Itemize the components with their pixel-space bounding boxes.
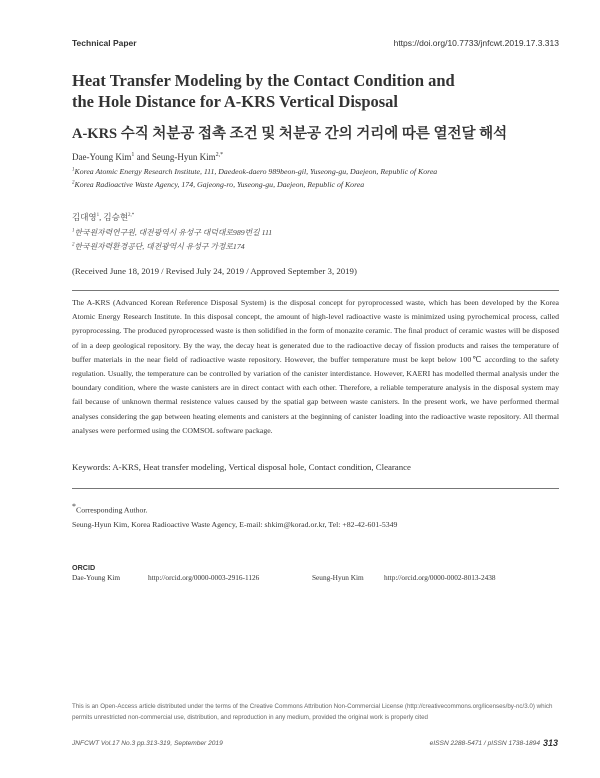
page-number: 313 bbox=[542, 738, 558, 748]
keywords: Keywords: A-KRS, Heat transfer modeling, Vertical disposal hole, Contact condition, Clearance bbox=[72, 462, 411, 472]
affiliation-1-text: Korea Atomic Energy Research Institute, 111, Daedeok-daero 989beon-gil, Yuseong-gu, Daejeon, Republic of Korea bbox=[74, 167, 438, 176]
journal-citation: JNFCWT Vol.17 No.3 pp.313-319, September 2019 bbox=[72, 740, 223, 747]
orcid-link-1[interactable]: http://orcid.org/0000-0003-2916-1126 bbox=[148, 573, 260, 582]
korean-title: A-KRS 수직 처분공 접촉 조건 및 처분공 간의 거리에 따른 열전달 해석 bbox=[72, 126, 508, 142]
corresponding-contact: Seung-Hyun Kim, Korea Radioactive Waste Agency, E-mail: shkim@korad.or.kr, Tel: +82-42-601-5349 bbox=[72, 519, 398, 529]
license-notice: This is an Open-Access article distributed under the terms of the Creative Commons Attribution Non-Commercial License (http://creativecommons.org/licenses/by-nc/3.0) which permits unrestricted non-commercial use, distribution, and reproduction in any medium, provided the original work is properly cited bbox=[72, 703, 553, 721]
abstract-top-divider bbox=[72, 290, 559, 291]
korean-affiliation-2-mark: 2 bbox=[72, 242, 75, 248]
orcid-link-2[interactable]: http://orcid.org/0000-0002-8013-2438 bbox=[384, 573, 496, 582]
korean-affiliation-1-text: 한국원자력연구원, 대전광역시 유성구 대덕대로989번길 111 bbox=[74, 228, 273, 237]
title-line-2: the Hole Distance for A-KRS Vertical Disposal bbox=[72, 92, 399, 111]
corresponding-mark: * bbox=[72, 502, 76, 511]
paper-title bbox=[72, 70, 542, 112]
affiliation-2 bbox=[72, 180, 364, 189]
korean-author-2: , 김승현 bbox=[99, 212, 129, 222]
corresponding-label: Corresponding Author. bbox=[76, 505, 148, 515]
affiliation-1 bbox=[72, 167, 437, 176]
title-line-1: Heat Transfer Modeling by the Contact Condition and bbox=[72, 71, 455, 90]
paper-type-label: Technical Paper bbox=[72, 38, 137, 48]
affiliation-2-text: Korea Radioactive Waste Agency, 174, Gajeong-ro, Yuseong-gu, Daejeon, Republic of Korea bbox=[74, 180, 365, 189]
korean-author-1: 김대영 bbox=[72, 212, 97, 222]
issn-info: eISSN 2288-5471 / pISSN 1738-1894 bbox=[429, 740, 540, 747]
author-1: Dae-Young Kim bbox=[72, 152, 132, 162]
korean-author-1-mark: 1 bbox=[96, 213, 100, 219]
corresponding-author bbox=[72, 500, 397, 532]
received-dates: (Received June 18, 2019 / Revised July 24, 2019 / Approved September 3, 2019) bbox=[72, 266, 357, 276]
orcid-name-2: Seung-Hyun Kim bbox=[312, 573, 364, 582]
korean-affiliation-2-text: 한국원자력환경공단, 대전광역시 유성구 가정로174 bbox=[74, 242, 245, 251]
author-list bbox=[72, 152, 223, 162]
orcid-name-1: Dae-Young Kim bbox=[72, 573, 121, 582]
author-conjunction: and bbox=[134, 152, 152, 162]
orcid-heading: ORCID bbox=[72, 563, 96, 572]
korean-author-list bbox=[72, 211, 134, 223]
author-1-affiliation-mark: 1 bbox=[131, 152, 135, 158]
author-2: Seung-Hyun Kim bbox=[151, 152, 216, 162]
affiliation-1-mark: 1 bbox=[72, 167, 75, 173]
author-2-affiliation-mark: 2,* bbox=[215, 152, 224, 158]
korean-affiliation-1-mark: 1 bbox=[72, 228, 75, 234]
korean-author-2-mark: 2,* bbox=[128, 213, 135, 219]
abstract-text: The A-KRS (Advanced Korean Reference Disposal System) is the disposal concept for pyroprocessed waste, which has been developed by the Korea Atomic Energy Research Institute. In this disposal concept, the amount of high-level radioactive waste is minimized using pyrochemical process, called pyroprocessing. The produced pyroprocessed waste is then solidified in the form of monazite ceramic. The final product of ceramic wastes will be disposed of in a deep geological repository. By the way, the decay heat is generated due to the radioactive decay of fission products and raises the temperature of buffer materials in the near field of radioactive waste repository. However, the buffer temperature must be kept below 100℃ according to the safety regulation. Usually, the temperature can be controlled by variation of the canister interdistance. However, KAERI has modelled thermal analysis under the boundary condition, where the waste canisters are in direct contact with each other. Therefore, a reliable temperature analysis in the disposal system may fail because of unknown thermal resistence values caused by the spatial gap between waste canisters. In the present work, we have performed thermal analyses considering the gap between heating elements and canisters at the beginning of canister loading into the radioactive waste repository. All thermal analyses were performed using the COMSOL software package. bbox=[72, 298, 559, 435]
korean-affiliation-2 bbox=[72, 241, 245, 252]
korean-affiliation-1 bbox=[72, 227, 272, 238]
doi-link[interactable]: https://doi.org/10.7733/jnfcwt.2019.17.3.313 bbox=[393, 38, 559, 48]
affiliation-2-mark: 2 bbox=[72, 180, 75, 186]
abstract-bottom-divider bbox=[72, 488, 559, 489]
